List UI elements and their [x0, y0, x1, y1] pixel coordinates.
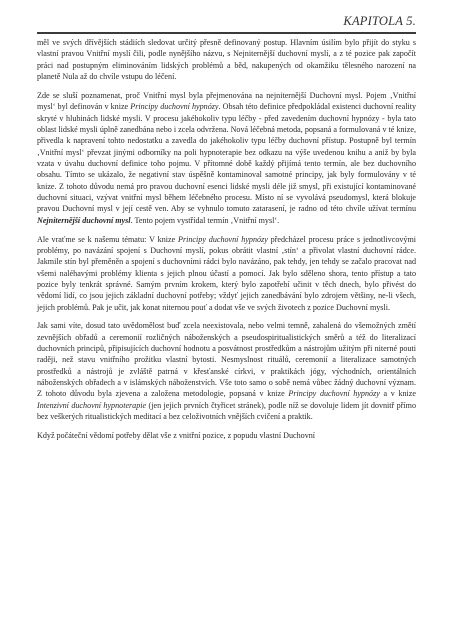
paragraph-text: Zde se sluší poznamenat, proč Vnitřní mysl byla přejmenována na nejniternější Duchovní mysl. Pojem ‚Vnitřní mysl‘ byl definován v knize [37, 90, 416, 112]
paragraph-text: Když počáteční vědomí potřeby dělat vše z vnitřní pozice, z popudu vlastní Duchovní [37, 431, 316, 440]
header-rule [37, 32, 416, 34]
emphasized-term: Nejniternější duchovní mysl [37, 215, 131, 225]
paragraph [37, 234, 416, 313]
page-header [37, 14, 416, 32]
paragraph-text: . Tento pojem vystřídal termín ‚Vnitřní mysl‘. [130, 215, 280, 225]
paragraph [37, 90, 416, 226]
paragraph-text: předcházel procesu práce s jednotlivcovými problémy, po navázání spojení s Duchovní myslí, pokus obrátit vlastní ‚stín‘ a přivolat vlastní duchovní rádce. Jakmile stín byl přeměněn a spojení s duchovními rádci bylo navázáno, pak tehdy, jen tehdy se začalo pracovat nad všemi naléhavými problémy klienta s jejich plnou účastí a pomocí. Jak bylo sděleno shora, tento přístup a tato pozice byly tenkrát správné. Samým prvním krokem, který bylo zapotřebí učinit v těch dnech, bylo přivést do vědomí lidí, co jsou jejich základní duchovní potřeby; vždyť jejich zanedbávání bylo zdrojem většiny, ne-li všech, jejich problémů. Pak je učit, jak konat niternou pouť a dodat vše ve svých životech z pozice Duchovní mysli. [37, 234, 417, 312]
book-title: Intenzivní duchovní hypnoterapie [37, 400, 147, 410]
paragraph-text: Jak sami víte, dosud tato uvědomělost buď zcela neexistovala, nebo velmi temně, zahalená do všemožných změtí zevnějších obřadů a ceremonií rozličných náboženských a pseudospiritualistických směrů a též do literalizací duchovních principů, připisujících duchovní hodnotu a posvátnost prostředkům a nástrojům užitým při niterné pouti raději, než stavu vnitřního prožitku vlastní bytosti. Nesmyslnost rituálů, ceremonií a literalizace samotných prostředků a nástrojů je zvláště patrná v křesťanské církvi, v praktikách jógy, východních, orientálních náboženských obřadech a v islámských náboženstvích. Vše toto samo o sobě nemá vůbec žádný duchovní význam. Z tohoto důvodu byla zjevena a založena metodologie, popsaná v knize [37, 321, 416, 399]
paragraph-text: . Obsah této definice předpokládal existenci duchovní reality skryté v hlubinách lidské mysli. V procesu jakéhokoliv typu léčby - před zavedením duchovní hypnózy - byla tato oblast lidské mysli úplně zanedbána nebo i zcela odvržena. Nová léčebná metoda, popsaná a formulovaná v té knize, přivedla k napravení tohto nedostatku a zavedla do jakéhokoliv typu léčby duchovní přístup. Postupně byl termín ‚Vnitřní mysl‘ převzat jinými odborníky na poli hypnoterapie bez odkazu na výše uvedenou knihu a aniž by byla vzata v úvahu duchovní definice toho pojmu. V přítomné době každý přijímá tento termín, ale bez duchovního obsahu. Tímto se ukázalo, že negativní stav úspěšně kontaminoval samotné principy, jak byly formulovány v té knize. Z tohoto důvodu nemá pro pravou duchovní esenci lidské mysli déle již smysl, při existující kontaminované duchovní situaci, vzývat vnitřní mysl během léčebného procesu. Místo ní se vyvolává pseudomysl, která blokuje pravou Duchovní mysl v její cestě ven. Aby se vyhnulo tomuto zatarasení, je radno od této chvíle užívat termínu [37, 102, 416, 214]
paragraph [37, 37, 416, 82]
book-title: Principy duchovní hypnózy [178, 234, 268, 244]
paragraph [37, 320, 416, 422]
paragraph-text: a v knize [379, 389, 416, 399]
paragraph [37, 430, 416, 441]
document-body [37, 37, 416, 441]
book-title: Principy duchovní hypnózy [288, 389, 380, 399]
book-title: Principy duchovní hypnózy [130, 102, 219, 112]
chapter-title: KAPITOLA 5. [343, 14, 416, 28]
paragraph-text: (jen jejich prvních čtyřicet stránek), podle níž se dovoluje lidem jít dovnitř přímo bez veškerých ritualistických meditací a bez celoživotních vnějších cvičení a praktik. [37, 400, 416, 422]
paragraph-text: měl ve svých dřívějších stádiích sledovat určitý přesně definovaný postup. Hlavním úsilím bylo přijít do styku s vlastní pravou Vnitřní myslí čili, podle nynějšího názvu, s Nejniternější duchovní myslí, a z té pozice pak započít práci nad postupným eliminováním lidských problémů a běd, nakupených od okamžiku tělesného narození na planetě Nula až do chvíle vstupu do léčení. [37, 38, 416, 82]
paragraph-text: Ale vraťme se k našemu tématu: V knize [37, 234, 179, 244]
